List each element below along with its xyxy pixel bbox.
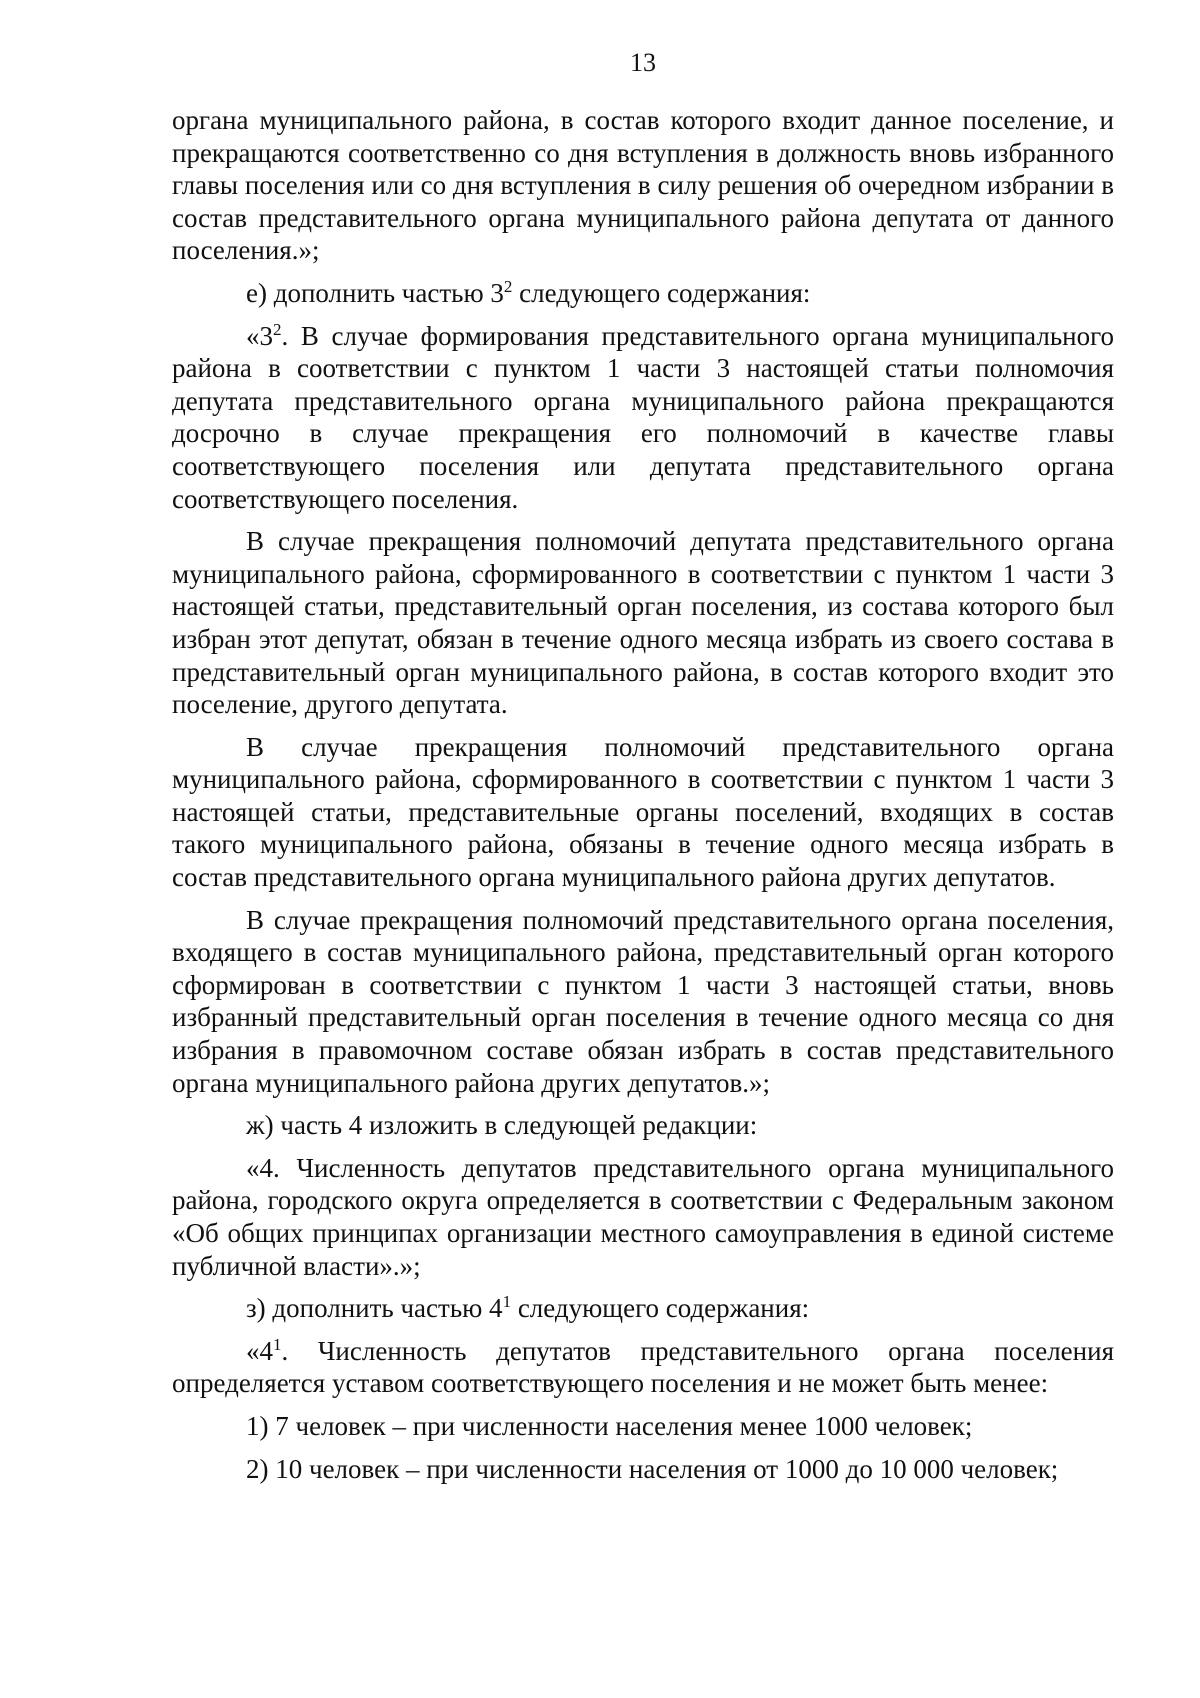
paragraph-5: [172, 731, 1114, 894]
superscript: 1: [502, 1292, 512, 1312]
document-page: [172, 48, 1114, 1485]
text-run: В случае прекращения полномочий представительного органа поселения, входящего в состав муниципального района, представительный орган которого сформирован в соответствии с пунктом 1 части 3 настоящей статьи, вновь избранный представительный орган поселения в течение одного месяца со дня избрания в правомочном составе обязан избрать в состав представительного органа муниципального района других депутатов.»;: [172, 904, 1114, 1098]
text-run: . Численность депутатов представительного органа поселения определяется уставом соответствующего поселения и не может быть менее:: [172, 1335, 1114, 1399]
paragraph-6: [172, 904, 1114, 1100]
text-run: «3: [246, 320, 273, 351]
superscript: 1: [273, 1334, 282, 1354]
text-run: В случае прекращения полномочий депутата представительного органа муниципального района, сформированного в соответствии с пунктом 1 части 3 настоящей статьи, представительный орган поселения, из состава которого был избран этот депутат, обязан в течение одного месяца избрать из своего состава в представительный орган муниципального района, в состав которого входит это поселение, другого депутата.: [172, 526, 1114, 720]
text-run: В случае прекращения полномочий представительного органа муниципального района, сформированного в соответствии с пунктом 1 части 3 настоящей статьи, представительные органы поселений, входящих в состав такого муниципального района, обязаны в течение одного месяца избрать в состав представительного органа муниципального района других депутатов.: [172, 731, 1114, 893]
text-run: ж) часть 4 изложить в следующей редакции:: [246, 1110, 758, 1141]
paragraph-3: [172, 320, 1114, 516]
paragraph-12: [172, 1453, 1114, 1486]
text-run: . В случае формирования представительного органа муниципального района в соответствии с пунктом 1 части 3 настоящей статьи полномочия депутата представительного органа муниципального района прекращаются досрочно в случае прекращения его полномочий в качестве главы соответствующего поселения или депутата представительного органа соответствующего поселения.: [172, 320, 1114, 514]
text-run: 2) 10 человек – при численности населения от 1000 до 10 000 человек;: [246, 1453, 1059, 1484]
text-run: з) дополнить частью 4: [246, 1293, 503, 1324]
text-run: е) дополнить частью 3: [246, 277, 504, 308]
paragraph-7: [172, 1109, 1114, 1142]
document-body: [172, 104, 1114, 1485]
page-number: 13: [630, 48, 656, 77]
text-run: 1) 7 человек – при численности населения менее 1000 человек;: [246, 1410, 973, 1441]
paragraph-9: [172, 1292, 1114, 1325]
text-run: органа муниципального района, в состав которого входит данное поселение, и прекращаются соответственно со дня вступления в должность вновь избранного главы поселения или со дня вступления в силу решения об очередном избрании в состав представительного органа муниципального района депутата от данного поселения.»;: [172, 105, 1114, 266]
superscript: 2: [273, 319, 282, 339]
paragraph-1: [172, 104, 1114, 267]
paragraph-4: [172, 525, 1114, 721]
paragraph-10: [172, 1335, 1114, 1400]
paragraph-2: [172, 277, 1114, 310]
text-run: «4: [246, 1335, 273, 1366]
superscript: 2: [503, 276, 513, 296]
paragraph-8: [172, 1152, 1114, 1282]
text-run: «4. Численность депутатов представительного органа муниципального района, городского округа определяется в соответствии с Федеральным законом «Об общих принципах организации местного самоуправления в единой системе публичной власти».»;: [172, 1152, 1114, 1281]
text-run: следующего содержания:: [512, 277, 811, 308]
text-run: следующего содержания:: [511, 1293, 810, 1324]
paragraph-11: [172, 1410, 1114, 1443]
